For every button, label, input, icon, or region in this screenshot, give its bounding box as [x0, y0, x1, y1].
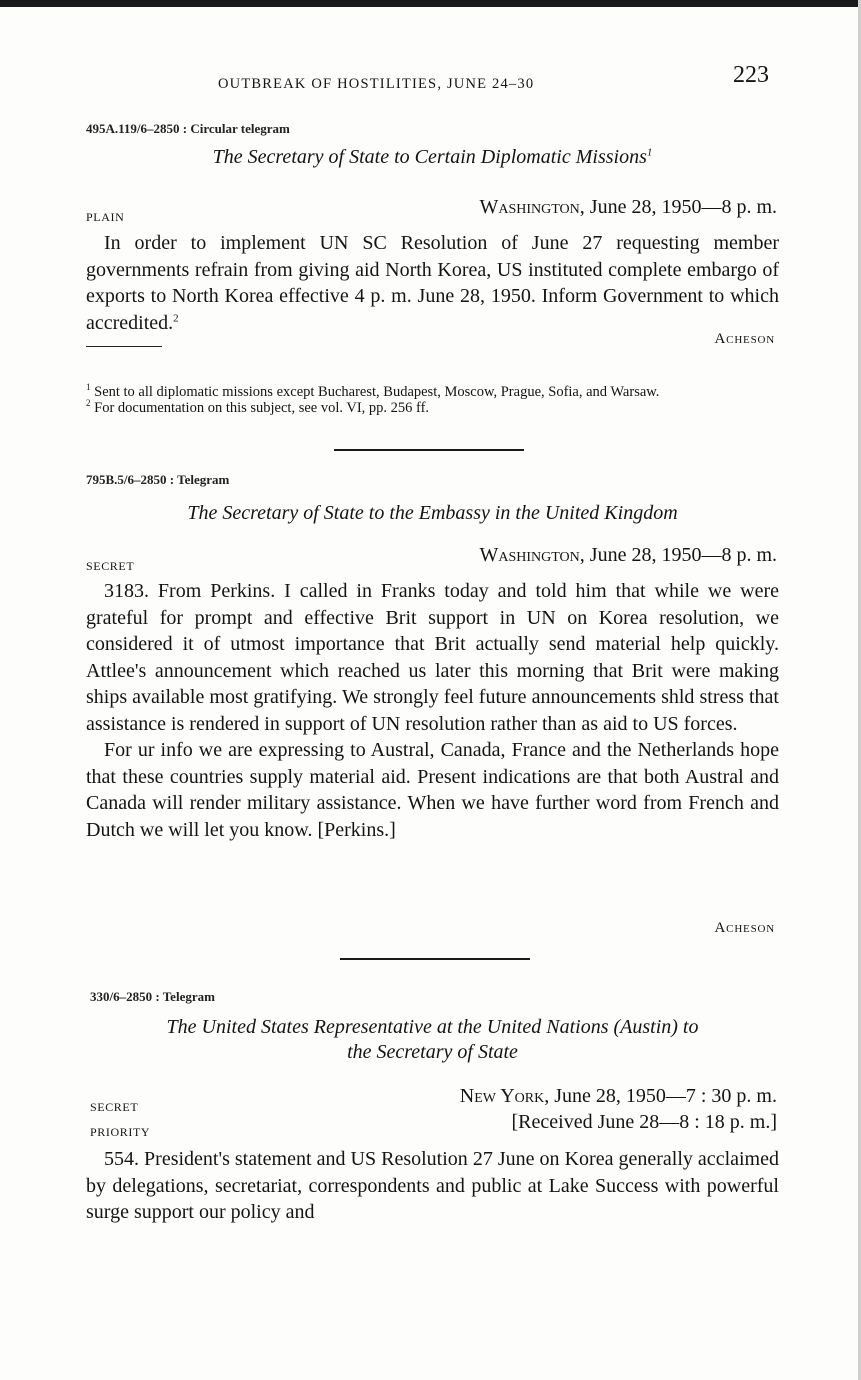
- doc1-classification: PLAIN: [86, 210, 125, 224]
- doc2-title: The Secretary of State to the Embassy in the United Kingdom: [187, 502, 678, 524]
- doc1-date: , June 28, 1950—8 p. m.: [579, 196, 777, 218]
- section-divider: [334, 449, 524, 451]
- scan-top-border: [0, 0, 861, 7]
- doc1-body-text: In order to implement UN SC Resolution of June 27 requesting member governments refrain from giving aid North Korea, US instituted complete embargo of exports to North Korea effective 4 p. m. June 28, 1950. Inform Government to which accredited.: [86, 232, 779, 334]
- doc3-received: [Received June 28—8 : 18 p. m.]: [511, 1111, 777, 1133]
- doc1-title-text: The Secretary of State to Certain Diplomatic Missions: [212, 146, 647, 168]
- doc3-title-line-2: the Secretary of State: [347, 1041, 518, 1063]
- section-divider: [340, 958, 530, 960]
- doc2-place: Washington: [479, 544, 580, 566]
- doc3-place: New York: [459, 1085, 545, 1107]
- doc1-footnotes: [86, 384, 779, 416]
- doc1-title-footnote-mark: 1: [646, 146, 653, 159]
- doc2-body: [86, 578, 779, 843]
- doc3-classification: SECRET: [90, 1100, 139, 1114]
- doc2-paragraph-1: 3183. From Perkins. I called in Franks today and told him that while we were grateful for prompt and effective Brit support in UN on Korea resolution, we considered it of utmost importance that Brit actually send material help quickly. Attlee's announcement which reached us later this morning that Brit were making ships available most gratifying. We strongly feel future announcements shld stress that assistance is rendered in support of UN resolution rather than as aid to US forces.: [86, 580, 779, 735]
- footnote-2: $^2$ For documentation on this subject, see vol. VI, pp. 256 ff.: [86, 398, 430, 416]
- doc1-body-footnote-mark: 2: [173, 311, 179, 324]
- doc2-dateline: [479, 544, 777, 567]
- page-number: 223: [733, 62, 769, 88]
- doc2-paragraph-2: For ur info we are expressing to Austral, Canada, France and the Netherlands hope that these countries supply material aid. Present indications are that both Austral and Canada will render military assistance. When we have further word from French and Dutch we will let you know. [Perkins.]: [86, 739, 779, 841]
- doc3-priority: PRIORITY: [90, 1125, 151, 1139]
- footnote-rule: [86, 346, 162, 347]
- doc3-dateline: [460, 1085, 777, 1108]
- doc1-body: [86, 230, 779, 336]
- doc1-file-reference: 495A.119/6–2850 : Circular telegram: [86, 121, 290, 136]
- running-head: OUTBREAK OF HOSTILITIES, JUNE 24–30: [218, 76, 535, 92]
- doc3-paragraph-1: 554. President's statement and US Resolution 27 June on Korea generally acclaimed by delegations, secretariat, correspondents and public at Lake Success with powerful surge support our policy and: [86, 1148, 779, 1223]
- doc3-body: [86, 1146, 779, 1226]
- doc1-place: Washington: [479, 196, 580, 218]
- doc2-classification: SECRET: [86, 559, 135, 573]
- doc1-dateline: [479, 196, 777, 219]
- doc2-file-reference: 795B.5/6–2850 : Telegram: [86, 472, 230, 487]
- doc1-signature: Acheson: [714, 331, 775, 347]
- doc3-date: , June 28, 1950—7 : 30 p. m.: [544, 1085, 777, 1107]
- doc1-title: [86, 146, 779, 169]
- doc2-signature: Acheson: [714, 920, 775, 936]
- doc3-title-line-1: The United States Representative at the United Nations (Austin) to: [166, 1016, 699, 1038]
- doc2-date: , June 28, 1950—8 p. m.: [579, 544, 777, 566]
- footnote-1: $^1$ Sent to all diplomatic missions except Bucharest, Budapest, Moscow, Prague, Sofia, and Warsaw.: [86, 382, 660, 400]
- doc3-file-reference: 330/6–2850 : Telegram: [90, 989, 215, 1004]
